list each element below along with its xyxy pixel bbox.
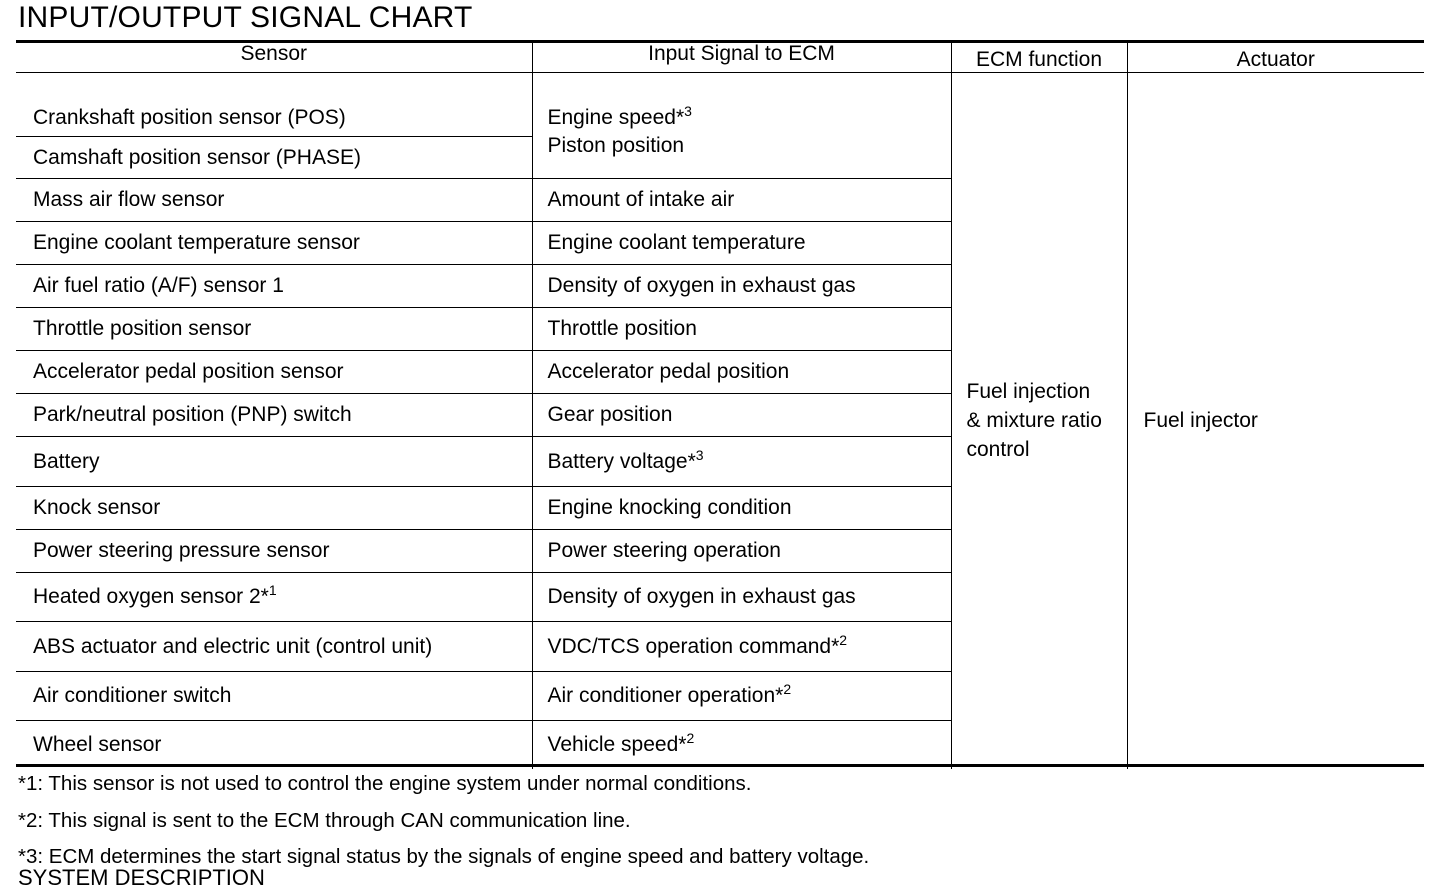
input-cell: Battery voltage*$^3$	[532, 437, 951, 487]
input-cell: Engine knocking condition	[532, 487, 951, 530]
ecm-function-line: control	[966, 438, 1030, 462]
next-section-heading: SYSTEM DESCRIPTION	[18, 865, 265, 890]
sensor-cell: Mass air flow sensor	[16, 179, 532, 222]
footnote-2: *2: This signal is sent to the ECM through CAN communication line.	[18, 809, 631, 832]
table-header-row	[16, 42, 1424, 73]
sensor-cell: Heated oxygen sensor 2*$^1$	[16, 573, 532, 622]
input-piston-position: Piston position	[547, 133, 685, 157]
footnote-3: *3: ECM determines the start signal status by the signals of engine speed and battery voltage.	[18, 845, 870, 868]
input-cell: Accelerator pedal position	[532, 351, 951, 394]
input-engine-speed: Engine speed*$^3$	[547, 102, 692, 129]
sensor-cell: Knock sensor	[16, 487, 532, 530]
input-cell: Density of oxygen in exhaust gas	[532, 265, 951, 308]
footnote-ref: 2	[686, 729, 695, 746]
actuator-cell: Fuel injector	[1127, 73, 1424, 769]
input-cell: Vehicle speed*$^2$	[532, 721, 951, 769]
sensor-cell: Air fuel ratio (A/F) sensor 1	[16, 265, 532, 308]
header-actuator: Actuator	[1127, 42, 1424, 73]
sensor-cell: Crankshaft position sensor (POS)	[16, 73, 532, 137]
input-cell: Amount of intake air	[532, 179, 951, 222]
footnote-1: *1: This sensor is not used to control the engine system under normal conditions.	[18, 772, 752, 795]
io-signal-table	[16, 40, 1424, 769]
sensor-cell: ABS actuator and electric unit (control unit)	[16, 622, 532, 672]
sensor-cell: Engine coolant temperature sensor	[16, 222, 532, 265]
sensor-cell: Accelerator pedal position sensor	[16, 351, 532, 394]
sensor-cell: Air conditioner switch	[16, 672, 532, 721]
sensor-cell: Battery	[16, 437, 532, 487]
sensor-cell: Park/neutral position (PNP) switch	[16, 394, 532, 437]
header-ecm-function: ECM function	[951, 42, 1127, 73]
sensor-cell: Camshaft position sensor (PHASE)	[16, 137, 532, 179]
table-bottom-rule	[16, 764, 1424, 767]
ecm-function-line: Fuel injection	[966, 380, 1091, 404]
sensor-cell: Throttle position sensor	[16, 308, 532, 351]
input-cell: VDC/TCS operation command*$^2$	[532, 622, 951, 672]
input-cell: Engine coolant temperature	[532, 222, 951, 265]
input-cell: Gear position	[532, 394, 951, 437]
input-cell-engine-speed	[532, 73, 951, 179]
input-cell: Air conditioner operation*$^2$	[532, 672, 951, 721]
page-title: INPUT/OUTPUT SIGNAL CHART	[18, 1, 473, 34]
footnote-ref: 2	[839, 631, 848, 648]
sensor-cell: Wheel sensor	[33, 732, 162, 756]
ecm-function-cell	[951, 73, 1127, 769]
footnote-ref: 1	[268, 582, 277, 598]
input-cell: Throttle position	[532, 308, 951, 351]
input-cell: Power steering operation	[532, 530, 951, 573]
footnote-ref: 3	[695, 446, 704, 463]
header-input-signal: Input Signal to ECM	[532, 42, 951, 73]
sensor-cell: Power steering pressure sensor	[16, 530, 532, 573]
table-row	[16, 73, 1424, 137]
footnote-ref: 3	[684, 102, 692, 119]
header-sensor: Sensor	[16, 42, 532, 73]
ecm-function-line: & mixture ratio	[966, 409, 1102, 433]
footnote-ref: 2	[783, 681, 792, 697]
input-cell: Density of oxygen in exhaust gas	[532, 573, 951, 622]
